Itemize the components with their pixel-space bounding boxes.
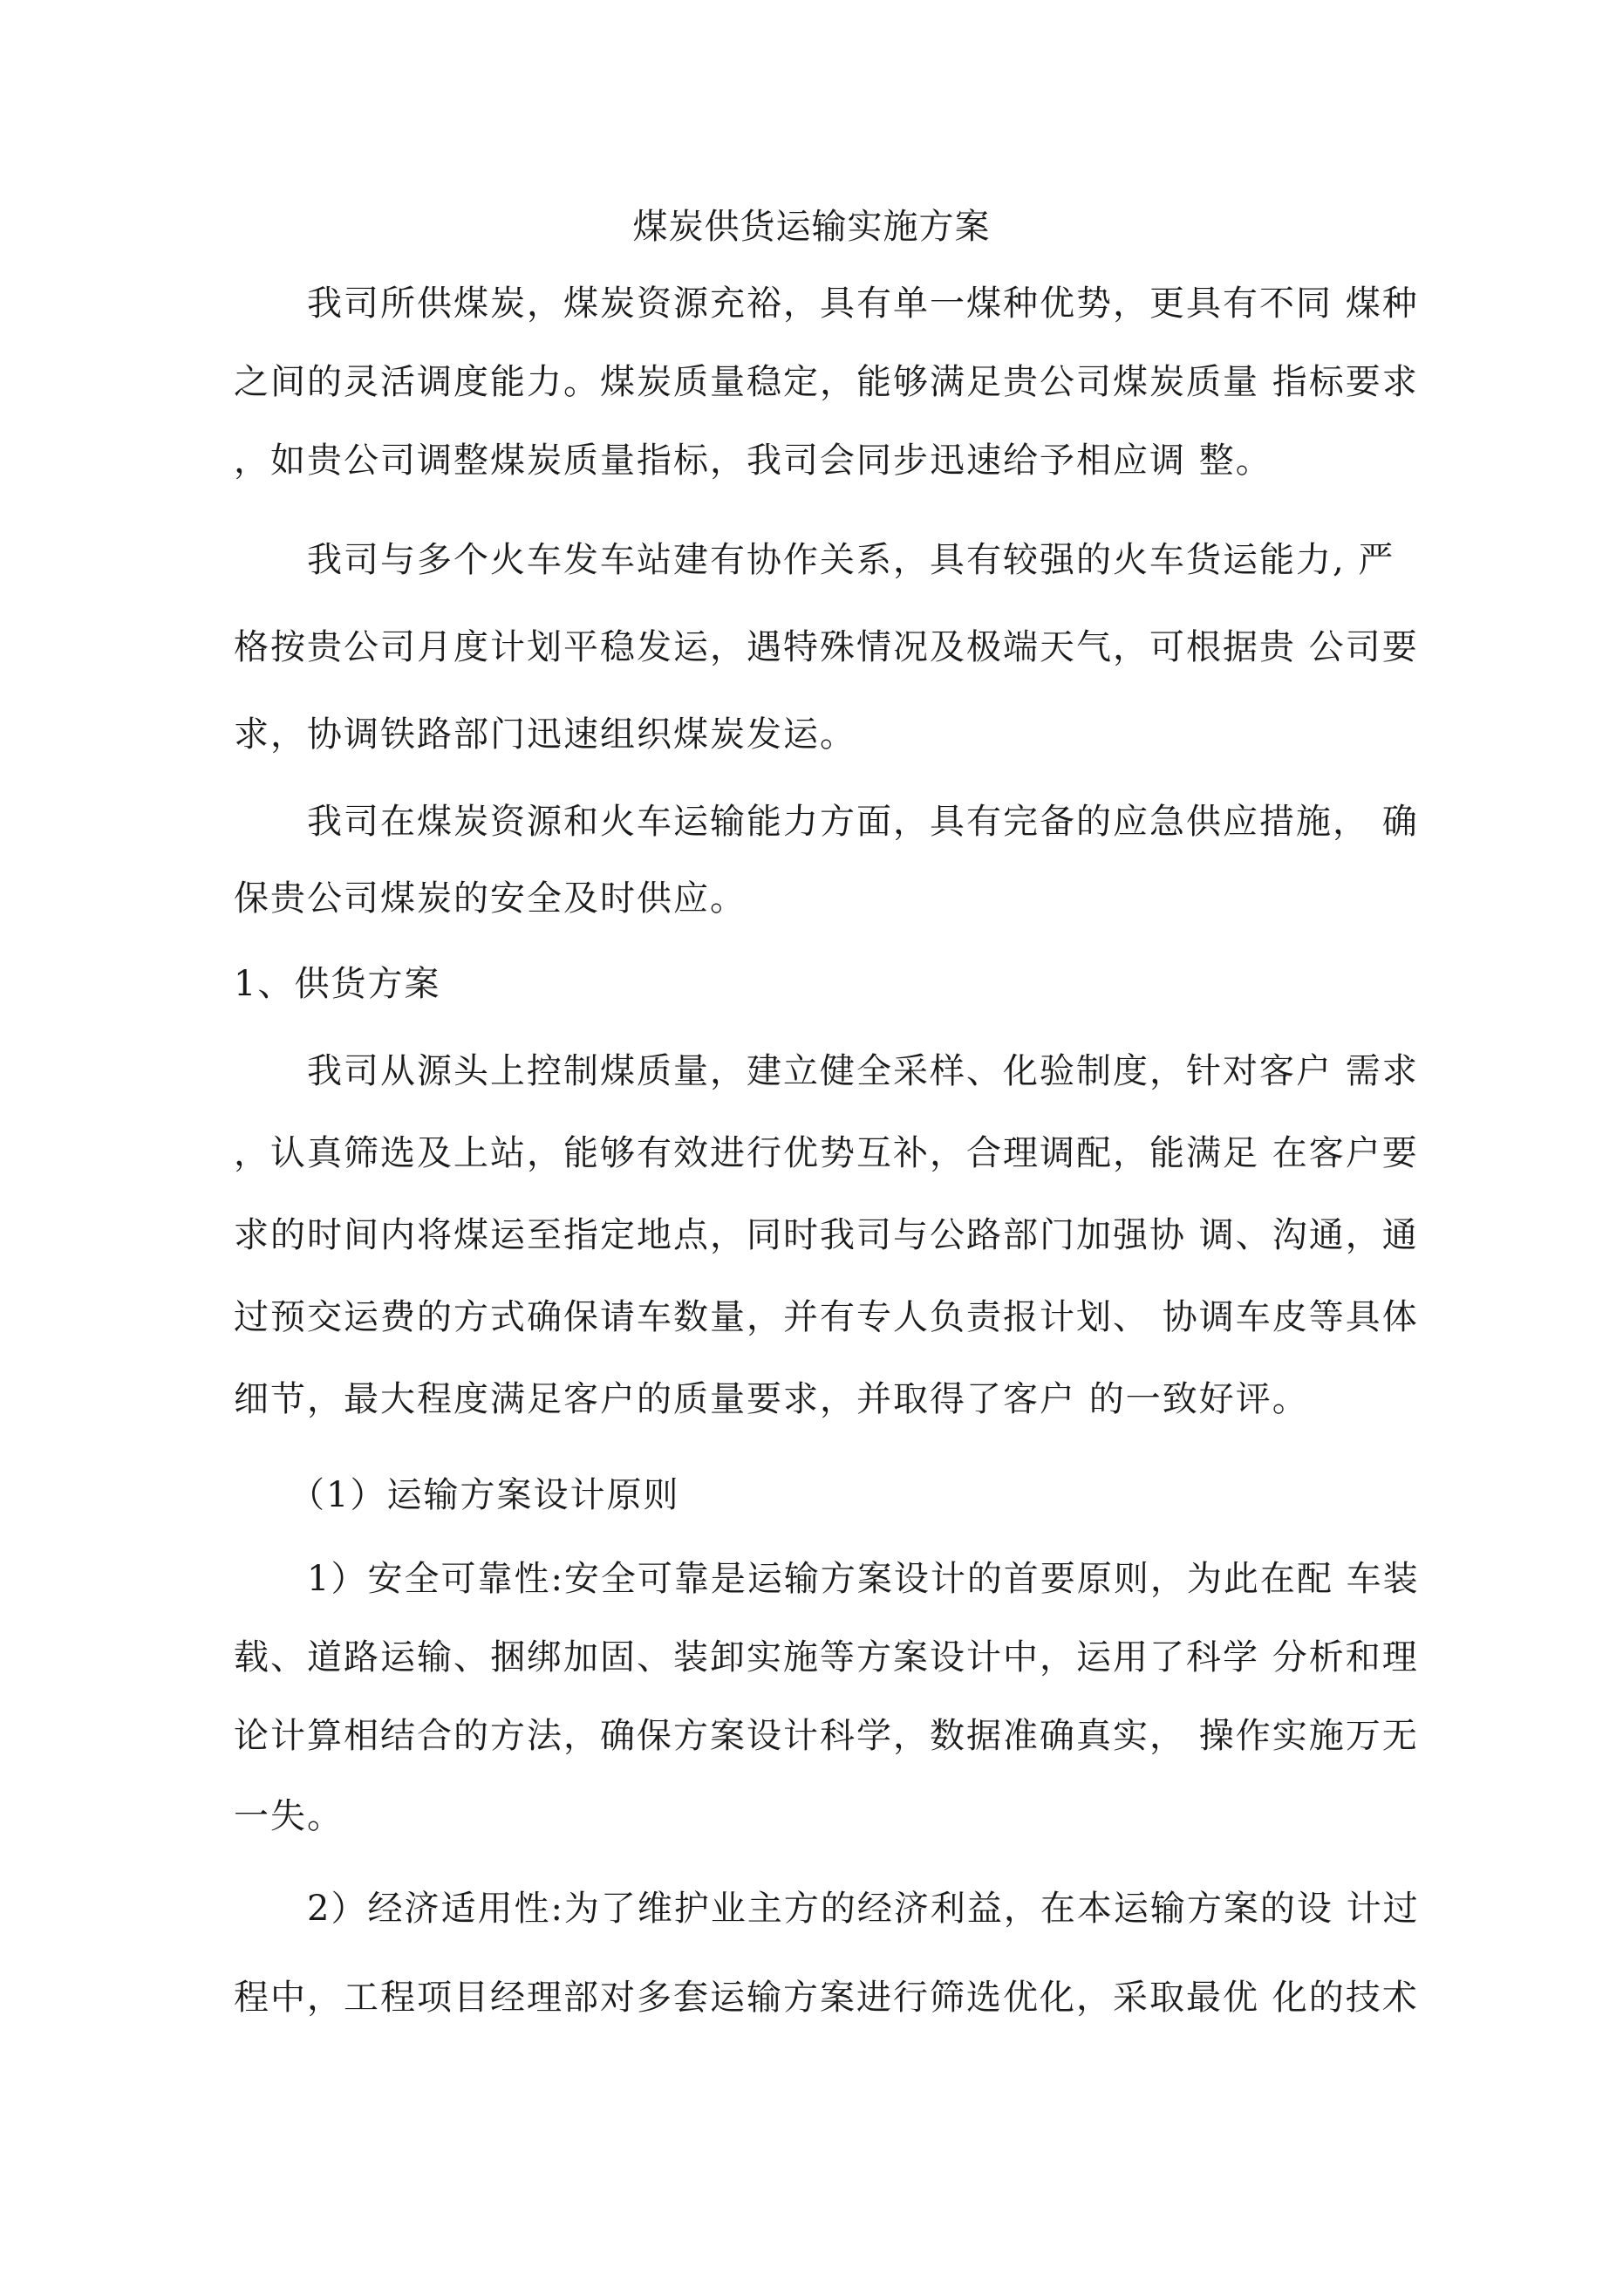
paragraph-line: 我司与多个火车发车站建有协作关系，具有较强的火车货运能力, 严 [234,540,1395,580]
paragraph-line: 保贵公司煤炭的安全及时供应。 [234,878,747,919]
section-heading: 1、供货方案 [234,964,441,1004]
paragraph-line: 之间的灵活调度能力。煤炭质量稳定，能够满足贵公司煤炭质量 指标要求 [234,362,1419,402]
paragraph-line: 格按贵公司月度计划平稳发运，遇特殊情况及极端天气，可根据贵 公司要 [234,627,1419,667]
paragraph-line: ，认真筛选及上站，能够有效进行优势互补，合理调配，能满足 在客户要 [234,1133,1419,1173]
paragraph-line: 一失。 [234,1796,344,1836]
paragraph-line: 我司在煤炭资源和火车运输能力方面，具有完备的应急供应措施， 确 [234,802,1419,842]
paragraph-line: 我司从源头上控制煤质量，建立健全采样、化验制度，针对客户 需求 [234,1051,1419,1091]
paragraph-line: 论计算相结合的方法，确保方案设计科学，数据准确真实， 操作实施万无 [234,1716,1419,1756]
paragraph-line: 1）安全可靠性:安全可靠是运输方案设计的首要原则，为此在配 车装 [234,1559,1420,1599]
paragraph-line: ，如贵公司调整煤炭质量指标，我司会同步迅速给予相应调 整。 [234,441,1272,481]
paragraph-line: 过预交运费的方式确保请车数量，并有专人负责报计划、 协调车皮等具体 [234,1297,1419,1337]
paragraph-line: 细节，最大程度满足客户的质量要求，并取得了客户 的一致好评。 [234,1379,1309,1419]
paragraph-line: 我司所供煤炭，煤炭资源充裕，具有单一煤种优势，更具有不同 煤种 [234,284,1419,324]
paragraph-line: 载、道路运输、捆绑加固、装卸实施等方案设计中，运用了科学 分析和理 [234,1637,1419,1678]
paragraph-line: 求的时间内将煤运至指定地点，同时我司与公路部门加强协 调、沟通，通 [234,1215,1419,1255]
paragraph-line: 求，协调铁路部门迅速组织煤炭发运。 [234,714,856,755]
paragraph-line: 程中，工程项目经理部对多套运输方案进行筛选优化，采取最优 化的技术 [234,1978,1419,2018]
subsection-heading: （1）运输方案设计原则 [234,1475,680,1515]
paragraph-line: 2）经济适用性:为了维护业主方的经济利益，在本运输方案的设 计过 [234,1889,1420,1929]
document-title: 煤炭供货运输实施方案 [632,207,991,247]
